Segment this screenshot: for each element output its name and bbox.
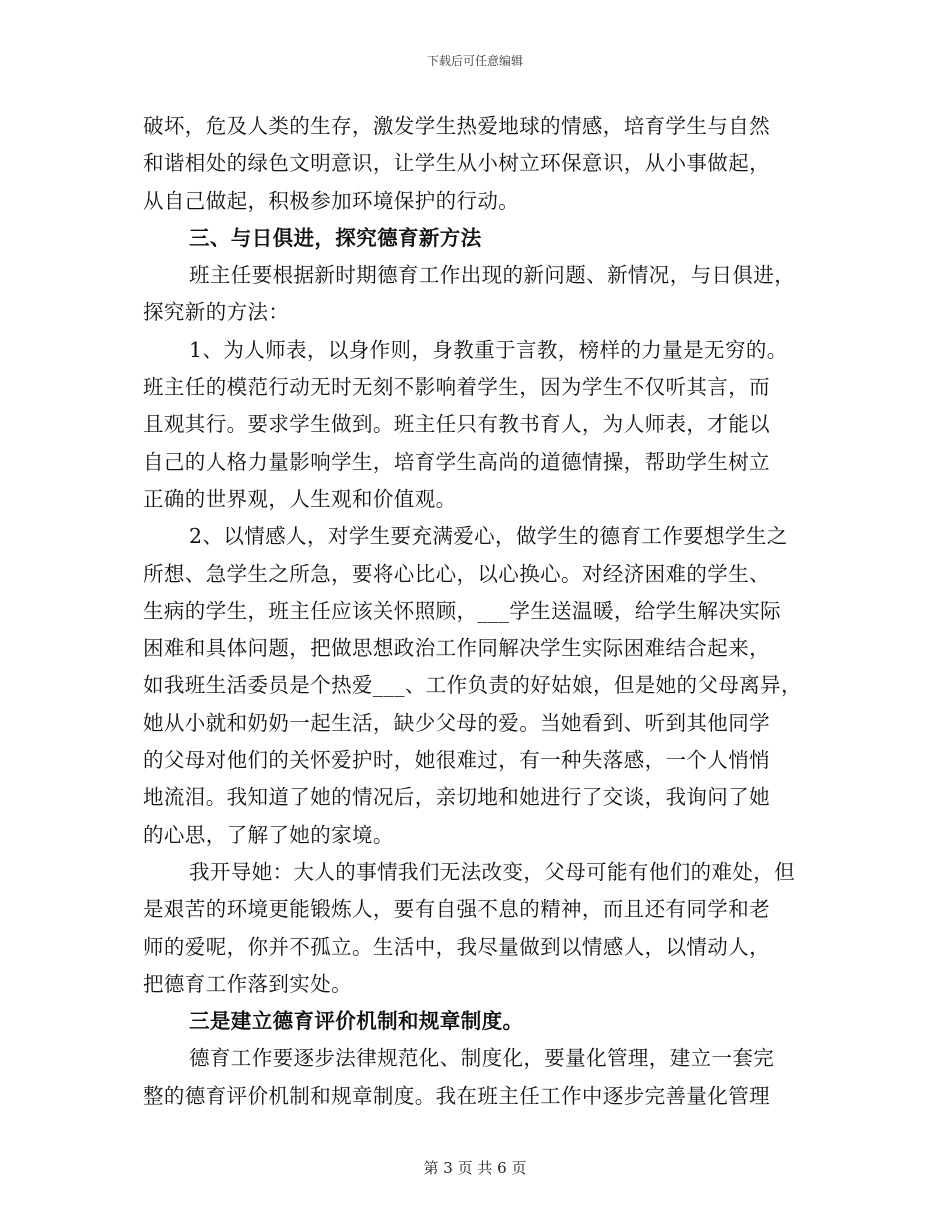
text-line: 正确的世界观，人生观和价值观。	[143, 486, 457, 511]
text-line: 德育工作要逐步法律规范化、制度化，要量化管理，建立一套完	[189, 1046, 775, 1071]
page-header: 下载后可任意编辑	[426, 54, 523, 68]
text-line: 整的德育评价机制和规章制度。我在班主任工作中逐步完善量化管理	[143, 1083, 770, 1108]
text-line: 的父母对他们的关怀爱护时，她很难过，有一种失落感，一个人悄悄	[143, 748, 770, 773]
text-line: 所想、急学生之所急，要将心比心，以心换心。对经济困难的学生、	[143, 561, 770, 586]
text-line: 从自己做起，积极参加环境保护的行动。	[143, 188, 520, 213]
text-line: 且观其行。要求学生做到。班主任只有教书育人，为人师表，才能以	[143, 412, 770, 437]
section-heading: 三、与日俱进，探究德育新方法	[189, 225, 482, 250]
text-line: 自己的人格力量影响学生，培育学生高尚的道德情操，帮助学生树立	[143, 449, 770, 474]
text-line: 班主任的模范行动无时无刻不影响着学生，因为学生不仅听其言，而	[143, 375, 770, 400]
text-line: 1、为人师表，以身作则，身教重于言教，榜样的力量是无穷的。	[189, 337, 788, 362]
text-line: 和谐相处的绿色文明意识，让学生从小树立环保意识，从小事做起，	[143, 151, 770, 176]
document-body	[143, 108, 815, 1115]
text-line: 是艰苦的环境更能锻炼人，要有自强不息的精神，而且还有同学和老	[143, 897, 770, 922]
text-line: 班主任要根据新时期德育工作出现的新问题、新情况，与日俱进，	[189, 263, 796, 288]
page-footer: 第 3 页 共 6 页	[423, 1159, 527, 1177]
section-heading: 三是建立德育评价机制和规章制度。	[189, 1009, 524, 1034]
text-line: 地流泪。我知道了她的情况后，亲切地和她进行了交谈，我询问了她	[143, 785, 770, 810]
text-line: 探究新的方法：	[143, 300, 290, 325]
text-line: 如我班生活委员是个热爱___、工作负责的好姑娘，但是她的父母离异，	[143, 673, 802, 698]
text-line: 生病的学生，班主任应该关怀照顾，___学生送温暖，给学生解决实际	[143, 598, 782, 623]
text-line: 困难和具体问题，把做思想政治工作同解决学生实际困难结合起来，	[143, 636, 770, 661]
text-line: 破坏，危及人类的生存，激发学生热爱地球的情感，培育学生与自然	[143, 114, 770, 138]
text-line: 把德育工作落到实处。	[143, 971, 352, 996]
text-line: 我开导她：大人的事情我们无法改变，父母可能有他们的难处，但	[189, 859, 796, 884]
text-line: 师的爱呢，你并不孤立。生活中，我尽量做到以情感人，以情动人，	[143, 934, 770, 959]
text-line: 的心思，了解了她的家境。	[143, 822, 394, 847]
text-line: 她从小就和奶奶一起生活，缺少父母的爱。当她看到、听到其他同学	[143, 710, 770, 735]
text-line: 2、以情感人，对学生要充满爱心，做学生的德育工作要想学生之	[189, 524, 788, 549]
